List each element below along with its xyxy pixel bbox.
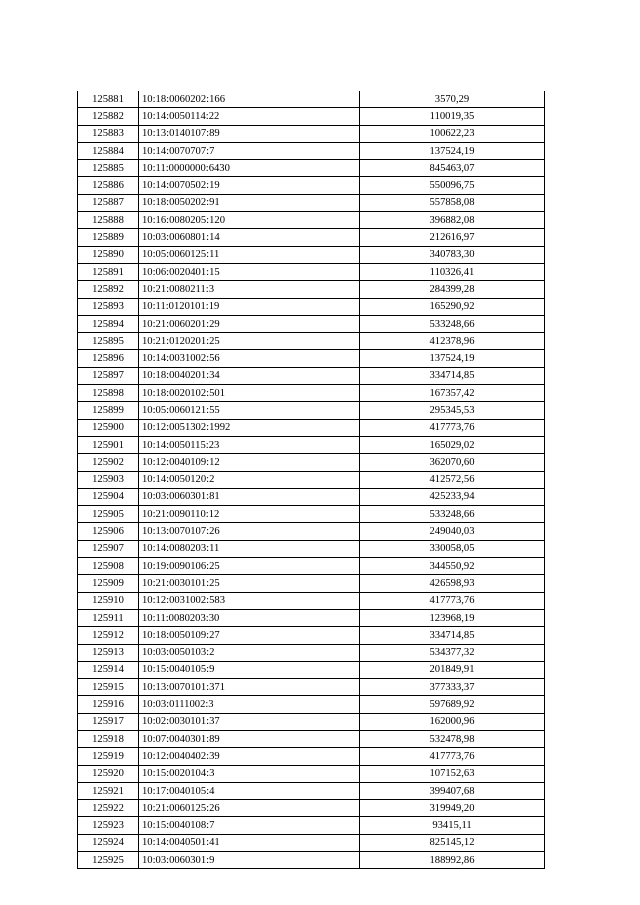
amount-cell: 110326,41 (360, 263, 545, 280)
cadastral-number-cell: 10:12:0040109:12 (139, 454, 360, 471)
row-number-cell: 125921 (78, 782, 139, 799)
cadastral-number-cell: 10:07:0040301:89 (139, 730, 360, 747)
cadastral-number-cell: 10:11:0000000:6430 (139, 160, 360, 177)
cadastral-number-cell: 10:11:0080203:30 (139, 609, 360, 626)
cadastral-number-cell: 10:21:0030101:25 (139, 575, 360, 592)
row-number-cell: 125902 (78, 454, 139, 471)
row-number-cell: 125901 (78, 436, 139, 453)
amount-cell: 557858,08 (360, 194, 545, 211)
row-number-cell: 125909 (78, 575, 139, 592)
row-number-cell: 125922 (78, 800, 139, 817)
amount-cell: 3570,29 (360, 91, 545, 108)
row-number-cell: 125908 (78, 558, 139, 575)
amount-cell: 137524,19 (360, 350, 545, 367)
amount-cell: 165029,02 (360, 436, 545, 453)
table-row (78, 488, 545, 505)
amount-cell: 123968,19 (360, 609, 545, 626)
table-row (78, 402, 545, 419)
table-row (78, 765, 545, 782)
amount-cell: 425233,94 (360, 488, 545, 505)
amount-cell: 417773,76 (360, 419, 545, 436)
amount-cell: 344550,92 (360, 558, 545, 575)
table-row (78, 523, 545, 540)
cadastral-number-cell: 10:18:0050109:27 (139, 627, 360, 644)
data-table (77, 91, 545, 869)
table-row (78, 852, 545, 869)
amount-cell: 212616,97 (360, 229, 545, 246)
cadastral-number-cell: 10:02:0030101:37 (139, 713, 360, 730)
cadastral-number-cell: 10:14:0070707:7 (139, 142, 360, 159)
table-row (78, 436, 545, 453)
row-number-cell: 125881 (78, 91, 139, 108)
cadastral-number-cell: 10:14:0080203:11 (139, 540, 360, 557)
table-row (78, 177, 545, 194)
cadastral-number-cell: 10:12:0051302:1992 (139, 419, 360, 436)
cadastral-number-cell: 10:19:0090106:25 (139, 558, 360, 575)
amount-cell: 100622,23 (360, 125, 545, 142)
row-number-cell: 125889 (78, 229, 139, 246)
row-number-cell: 125915 (78, 679, 139, 696)
row-number-cell: 125887 (78, 194, 139, 211)
row-number-cell: 125913 (78, 644, 139, 661)
row-number-cell: 125916 (78, 696, 139, 713)
table-row (78, 627, 545, 644)
cadastral-number-cell: 10:18:0060202:166 (139, 91, 360, 108)
amount-cell: 412572,56 (360, 471, 545, 488)
amount-cell: 137524,19 (360, 142, 545, 159)
table-row (78, 281, 545, 298)
amount-cell: 107152,63 (360, 765, 545, 782)
table-row (78, 298, 545, 315)
amount-cell: 399407,68 (360, 782, 545, 799)
amount-cell: 334714,85 (360, 367, 545, 384)
table-row (78, 108, 545, 125)
row-number-cell: 125893 (78, 298, 139, 315)
row-number-cell: 125890 (78, 246, 139, 263)
amount-cell: 330058,05 (360, 540, 545, 557)
table-row (78, 194, 545, 211)
table-row (78, 834, 545, 851)
row-number-cell: 125904 (78, 488, 139, 505)
amount-cell: 284399,28 (360, 281, 545, 298)
cadastral-number-cell: 10:17:0040105:4 (139, 782, 360, 799)
row-number-cell: 125905 (78, 506, 139, 523)
row-number-cell: 125917 (78, 713, 139, 730)
cadastral-number-cell: 10:14:0070502:19 (139, 177, 360, 194)
cadastral-number-cell: 10:14:0040501:41 (139, 834, 360, 851)
cadastral-number-cell: 10:18:0020102:501 (139, 385, 360, 402)
amount-cell: 417773,76 (360, 592, 545, 609)
amount-cell: 532478,98 (360, 730, 545, 747)
row-number-cell: 125925 (78, 852, 139, 869)
row-number-cell: 125891 (78, 263, 139, 280)
cadastral-number-cell: 10:05:0060125:11 (139, 246, 360, 263)
table-row (78, 315, 545, 332)
table-row (78, 609, 545, 626)
amount-cell: 845463,07 (360, 160, 545, 177)
table-row (78, 558, 545, 575)
row-number-cell: 125912 (78, 627, 139, 644)
cadastral-number-cell: 10:03:0050103:2 (139, 644, 360, 661)
cadastral-number-cell: 10:03:0060301:9 (139, 852, 360, 869)
cadastral-number-cell: 10:21:0090110:12 (139, 506, 360, 523)
table-row (78, 575, 545, 592)
row-number-cell: 125918 (78, 730, 139, 747)
amount-cell: 533248,66 (360, 315, 545, 332)
cadastral-number-cell: 10:15:0040108:7 (139, 817, 360, 834)
amount-cell: 340783,30 (360, 246, 545, 263)
amount-cell: 334714,85 (360, 627, 545, 644)
cadastral-number-cell: 10:14:0031002:56 (139, 350, 360, 367)
table-row (78, 246, 545, 263)
table-row (78, 454, 545, 471)
cadastral-number-cell: 10:12:0040402:39 (139, 748, 360, 765)
row-number-cell: 125903 (78, 471, 139, 488)
table-row (78, 125, 545, 142)
amount-cell: 377333,37 (360, 679, 545, 696)
row-number-cell: 125882 (78, 108, 139, 125)
cadastral-number-cell: 10:21:0120201:25 (139, 333, 360, 350)
amount-cell: 417773,76 (360, 748, 545, 765)
table-row (78, 91, 545, 108)
amount-cell: 533248,66 (360, 506, 545, 523)
amount-cell: 162000,96 (360, 713, 545, 730)
document-page (77, 91, 541, 869)
amount-cell: 295345,53 (360, 402, 545, 419)
amount-cell: 426598,93 (360, 575, 545, 592)
cadastral-number-cell: 10:18:0040201:34 (139, 367, 360, 384)
cadastral-number-cell: 10:21:0080211:3 (139, 281, 360, 298)
table-row (78, 782, 545, 799)
table-row (78, 419, 545, 436)
cadastral-number-cell: 10:11:0120101:19 (139, 298, 360, 315)
cadastral-number-cell: 10:14:0050114:22 (139, 108, 360, 125)
cadastral-number-cell: 10:03:0111002:3 (139, 696, 360, 713)
table-row (78, 696, 545, 713)
row-number-cell: 125883 (78, 125, 139, 142)
table-row (78, 748, 545, 765)
amount-cell: 93415,11 (360, 817, 545, 834)
amount-cell: 825145,12 (360, 834, 545, 851)
row-number-cell: 125910 (78, 592, 139, 609)
cadastral-number-cell: 10:14:0050120:2 (139, 471, 360, 488)
row-number-cell: 125896 (78, 350, 139, 367)
cadastral-number-cell: 10:13:0140107:89 (139, 125, 360, 142)
row-number-cell: 125885 (78, 160, 139, 177)
row-number-cell: 125892 (78, 281, 139, 298)
row-number-cell: 125897 (78, 367, 139, 384)
row-number-cell: 125920 (78, 765, 139, 782)
cadastral-number-cell: 10:21:0060201:29 (139, 315, 360, 332)
amount-cell: 412378,96 (360, 333, 545, 350)
table-row (78, 644, 545, 661)
row-number-cell: 125907 (78, 540, 139, 557)
row-number-cell: 125898 (78, 385, 139, 402)
cadastral-number-cell: 10:15:0040105:9 (139, 661, 360, 678)
cadastral-number-cell: 10:06:0020401:15 (139, 263, 360, 280)
table-row (78, 229, 545, 246)
row-number-cell: 125886 (78, 177, 139, 194)
table-row (78, 661, 545, 678)
cadastral-number-cell: 10:12:0031002:583 (139, 592, 360, 609)
amount-cell: 188992,86 (360, 852, 545, 869)
cadastral-number-cell: 10:03:0060801:14 (139, 229, 360, 246)
cadastral-number-cell: 10:05:0060121:55 (139, 402, 360, 419)
table-row (78, 263, 545, 280)
row-number-cell: 125919 (78, 748, 139, 765)
table-row (78, 540, 545, 557)
table-row (78, 679, 545, 696)
row-number-cell: 125884 (78, 142, 139, 159)
table-row (78, 385, 545, 402)
amount-cell: 597689,92 (360, 696, 545, 713)
amount-cell: 534377,32 (360, 644, 545, 661)
cadastral-number-cell: 10:13:0070107:26 (139, 523, 360, 540)
row-number-cell: 125899 (78, 402, 139, 419)
table-row (78, 367, 545, 384)
table-row (78, 350, 545, 367)
amount-cell: 110019,35 (360, 108, 545, 125)
amount-cell: 550096,75 (360, 177, 545, 194)
table-row (78, 730, 545, 747)
table-body (78, 91, 545, 869)
row-number-cell: 125888 (78, 212, 139, 229)
amount-cell: 167357,42 (360, 385, 545, 402)
cadastral-number-cell: 10:13:0070101:371 (139, 679, 360, 696)
cadastral-number-cell: 10:18:0050202:91 (139, 194, 360, 211)
row-number-cell: 125895 (78, 333, 139, 350)
amount-cell: 249040,03 (360, 523, 545, 540)
row-number-cell: 125894 (78, 315, 139, 332)
cadastral-number-cell: 10:03:0060301:81 (139, 488, 360, 505)
table-row (78, 817, 545, 834)
cadastral-number-cell: 10:21:0060125:26 (139, 800, 360, 817)
row-number-cell: 125906 (78, 523, 139, 540)
row-number-cell: 125924 (78, 834, 139, 851)
table-row (78, 333, 545, 350)
cadastral-number-cell: 10:16:0080205:120 (139, 212, 360, 229)
table-row (78, 800, 545, 817)
table-row (78, 160, 545, 177)
row-number-cell: 125923 (78, 817, 139, 834)
cadastral-number-cell: 10:15:0020104:3 (139, 765, 360, 782)
row-number-cell: 125900 (78, 419, 139, 436)
amount-cell: 396882,08 (360, 212, 545, 229)
table-row (78, 212, 545, 229)
table-row (78, 471, 545, 488)
amount-cell: 201849,91 (360, 661, 545, 678)
row-number-cell: 125911 (78, 609, 139, 626)
table-row (78, 506, 545, 523)
amount-cell: 319949,20 (360, 800, 545, 817)
row-number-cell: 125914 (78, 661, 139, 678)
table-row (78, 142, 545, 159)
table-row (78, 592, 545, 609)
amount-cell: 362070,60 (360, 454, 545, 471)
amount-cell: 165290,92 (360, 298, 545, 315)
table-row (78, 713, 545, 730)
cadastral-number-cell: 10:14:0050115:23 (139, 436, 360, 453)
